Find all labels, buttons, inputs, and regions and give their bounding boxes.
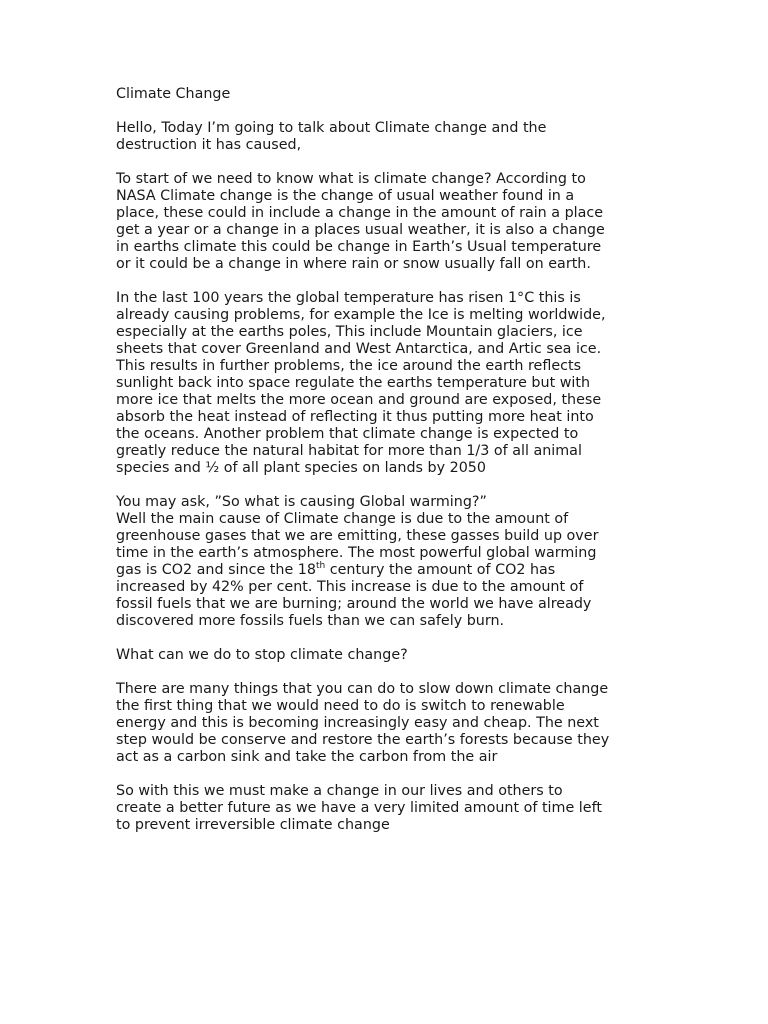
paragraph-intro bbox=[116, 120, 656, 154]
text-line: greenhouse gases that we are emitting, these gasses build up over bbox=[116, 528, 599, 544]
text-line: in earths climate this could be change in Earth’s Usual temperature bbox=[116, 239, 602, 255]
text-line-with-superscript bbox=[116, 562, 656, 579]
text-line: sunlight back into space regulate the earths temperature but with bbox=[116, 375, 591, 391]
text-line: create a better future as we have a very limited amount of time left bbox=[116, 800, 602, 816]
paragraph-question bbox=[116, 647, 656, 664]
text-line: increased by 42% per cent. This increase is due to the amount of bbox=[116, 579, 584, 595]
text-line: the oceans. Another problem that climate change is expected to bbox=[116, 426, 579, 442]
text-line: especially at the earths poles, This include Mountain glaciers, ice bbox=[116, 324, 583, 340]
text-line: What can we do to stop climate change? bbox=[116, 647, 408, 663]
document-page bbox=[116, 86, 656, 851]
text-line: So with this we must make a change in our lives and others to bbox=[116, 783, 563, 799]
text-line: step would be conserve and restore the earth’s forests because they bbox=[116, 732, 610, 748]
text-line: absorb the heat instead of reflecting it thus putting more heat into bbox=[116, 409, 594, 425]
text-line: discovered more fossils fuels than we can safely burn. bbox=[116, 613, 505, 629]
text-line: more ice that melts the more ocean and ground are exposed, these bbox=[116, 392, 602, 408]
text-line: act as a carbon sink and take the carbon from the air bbox=[116, 749, 498, 765]
text-line: energy and this is becoming increasingly easy and cheap. The next bbox=[116, 715, 599, 731]
text-line: NASA Climate change is the change of usual weather found in a bbox=[116, 188, 575, 204]
text-line: the first thing that we would need to do is switch to renewable bbox=[116, 698, 565, 714]
text-line: There are many things that you can do to slow down climate change bbox=[116, 681, 609, 697]
text-line: time in the earth’s atmosphere. The most powerful global warming bbox=[116, 545, 597, 561]
text-line: already causing problems, for example the Ice is melting worldwide, bbox=[116, 307, 606, 323]
paragraph-solutions bbox=[116, 681, 656, 766]
text-line: species and ½ of all plant species on lands by 2050 bbox=[116, 460, 487, 476]
text-line: You may ask, ”So what is causing Global warming?” bbox=[116, 494, 487, 510]
paragraph-conclusion bbox=[116, 783, 656, 834]
text-line: fossil fuels that we are burning; around the world we have already bbox=[116, 596, 592, 612]
text-segment: gas is CO2 and since the 18 bbox=[116, 562, 316, 578]
document-title: Climate Change bbox=[116, 86, 231, 102]
text-line: sheets that cover Greenland and West Antarctica, and Artic sea ice. bbox=[116, 341, 602, 357]
text-line: Well the main cause of Climate change is due to the amount of bbox=[116, 511, 569, 527]
text-line: greatly reduce the natural habitat for more than 1/3 of all animal bbox=[116, 443, 582, 459]
text-line: or it could be a change in where rain or snow usually fall on earth. bbox=[116, 256, 591, 272]
text-line: Hello, Today I’m going to talk about Climate change and the bbox=[116, 120, 547, 136]
paragraph-causes bbox=[116, 494, 656, 630]
text-line: In the last 100 years the global temperature has risen 1°C this is bbox=[116, 290, 581, 306]
text-line: get a year or a change in a places usual weather, it is also a change bbox=[116, 222, 605, 238]
text-line: To start of we need to know what is climate change? According to bbox=[116, 171, 586, 187]
paragraph-definition bbox=[116, 171, 656, 273]
superscript: th bbox=[316, 561, 326, 572]
text-line: place, these could in include a change in the amount of rain a place bbox=[116, 205, 604, 221]
text-line: This results in further problems, the ice around the earth reflects bbox=[116, 358, 582, 374]
text-line: destruction it has caused, bbox=[116, 137, 302, 153]
text-line: to prevent irreversible climate change bbox=[116, 817, 390, 833]
paragraph-effects bbox=[116, 290, 656, 477]
text-segment: century the amount of CO2 has bbox=[325, 562, 556, 578]
